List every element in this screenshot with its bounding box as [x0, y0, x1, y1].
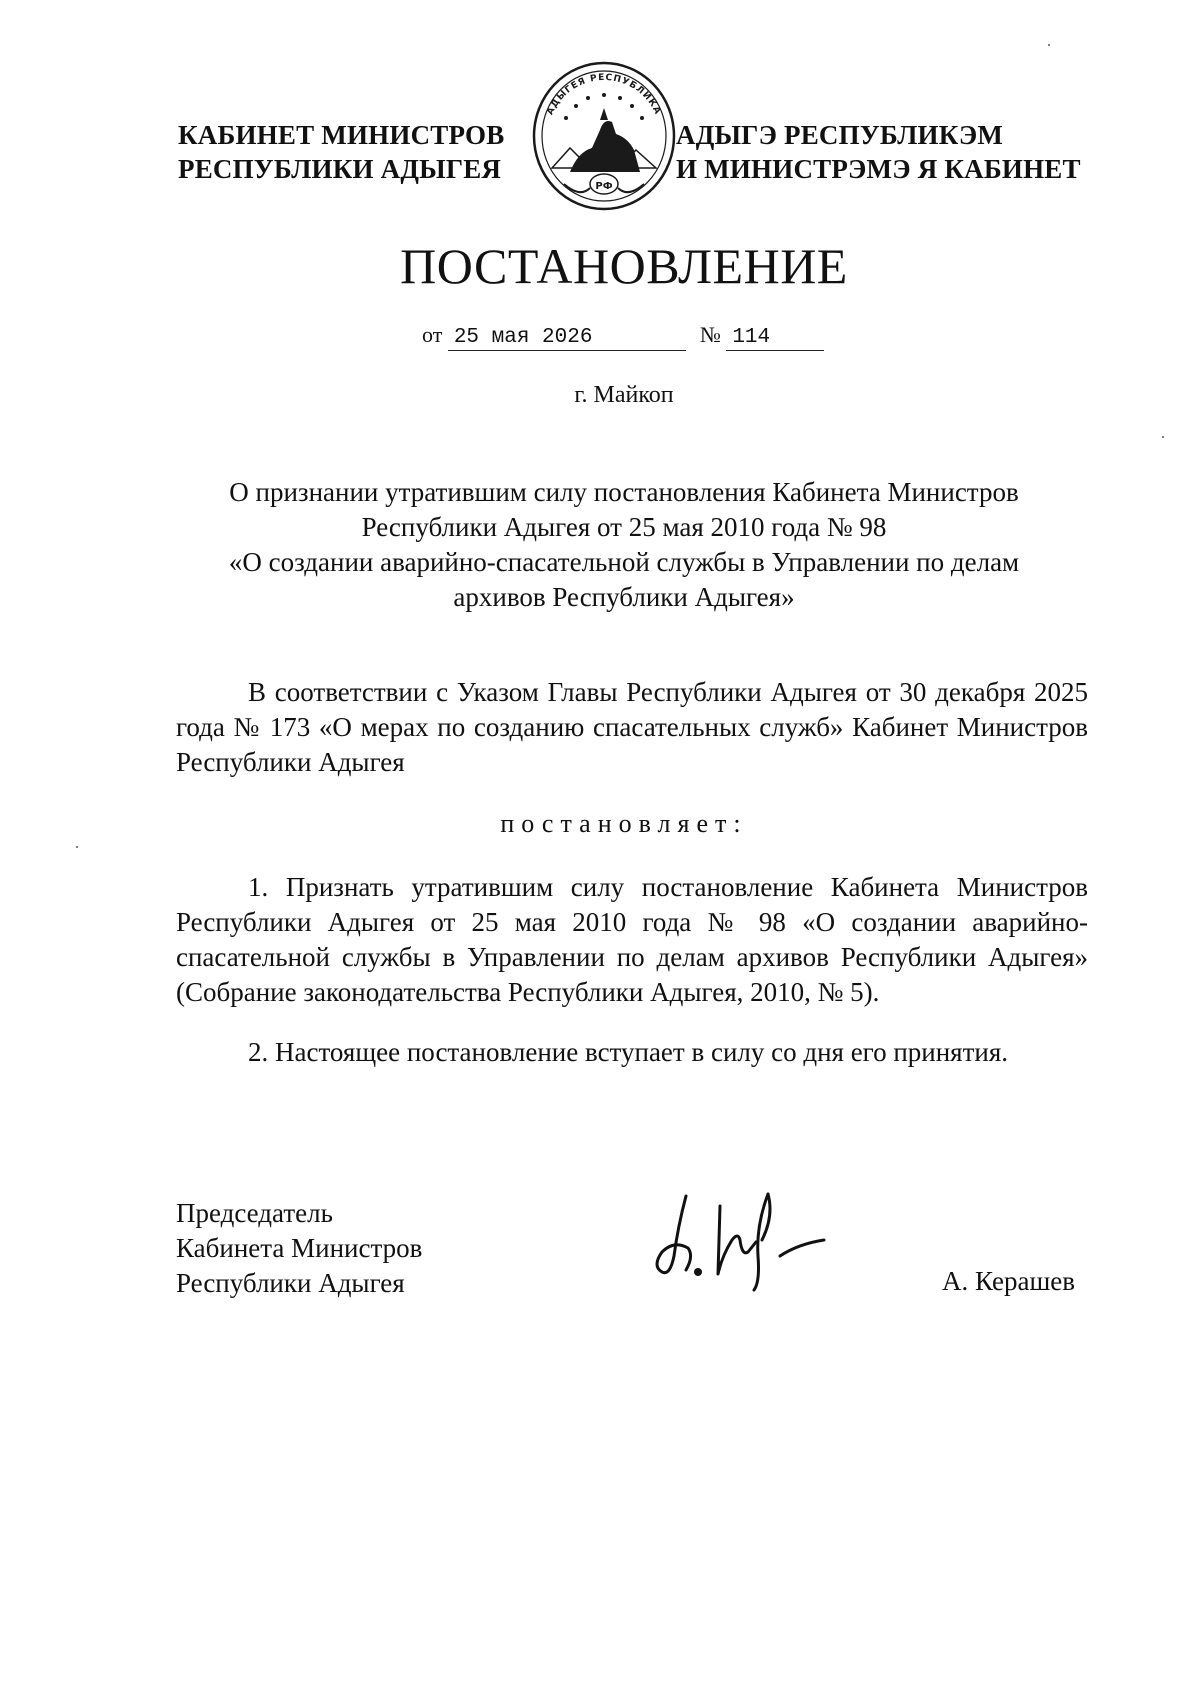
scan-speck — [1048, 44, 1050, 46]
header-right-line2: И МИНИСТРЭМЭ Я КАБИНЕТ — [676, 154, 1081, 184]
signer-position-line: Кабинета Министров — [176, 1233, 423, 1263]
city: г. Майкоп — [574, 382, 674, 408]
scan-speck — [76, 846, 78, 848]
date-number-line — [422, 322, 824, 351]
emblem-icon — [530, 60, 678, 212]
signer-name: А. Керашев — [942, 1266, 1075, 1296]
number-value: 114 — [726, 326, 824, 351]
number-label: № — [699, 322, 721, 347]
date-label: от — [422, 322, 443, 347]
signer-position — [176, 1196, 422, 1301]
signer-position-line: Республики Адыгея — [176, 1268, 405, 1298]
header-left-line1: КАБИНЕТ МИНИСТРОВ — [178, 120, 505, 150]
date-value: 25 мая 2026 — [448, 326, 686, 351]
handwritten-signature-icon — [648, 1186, 828, 1296]
point-1-paragraph: 1. Признать утратившим силу постановление Кабинета Министров Республики Адыгея от 25 мая 2010 года № 98 «О создании аварийно-спасательной службы в Управлении по делам архивов Республики Адыгея» (Собрание законодательства Республики Адыгея, 2010, № 5). — [176, 872, 1088, 1007]
subject-line: Республики Адыгея от 25 мая 2010 года № 98 — [361, 512, 887, 542]
document-subject — [160, 475, 1088, 615]
basis-paragraph: В соответствии с Указом Главы Республики Адыгея от 30 декабря 2025 года № 173 «О мерах по созданию спасательных служб» Кабинет Министров Республики Адыгея — [176, 677, 1088, 777]
emblem-text-top: АДЫГЕЯ РЕСПУБЛИКА — [545, 72, 663, 117]
subject-line: архивов Республики Адыгея» — [453, 582, 795, 612]
decree-word: постановляет: — [500, 809, 748, 838]
header-right — [676, 118, 1081, 186]
subject-line: «О создании аварийно-спасательной службы в Управлении по делам — [228, 547, 1020, 577]
emblem-text-bottom: РФ — [595, 181, 613, 192]
signer-position-line: Председатель — [176, 1198, 333, 1228]
subject-line: О признании утратившим силу постановления Кабинета Министров — [229, 477, 1019, 507]
header-left — [178, 118, 504, 186]
scan-speck — [1162, 436, 1164, 438]
point-2-paragraph: 2. Настоящее постановление вступает в силу со дня его принятия. — [248, 1037, 1009, 1067]
header-right-line1: АДЫГЭ РЕСПУБЛИКЭМ — [676, 120, 1004, 150]
document-title: ПОСТАНОВЛЕНИЕ — [400, 238, 848, 294]
header-left-line2: РЕСПУБЛИКИ АДЫГЕЯ — [178, 154, 502, 184]
